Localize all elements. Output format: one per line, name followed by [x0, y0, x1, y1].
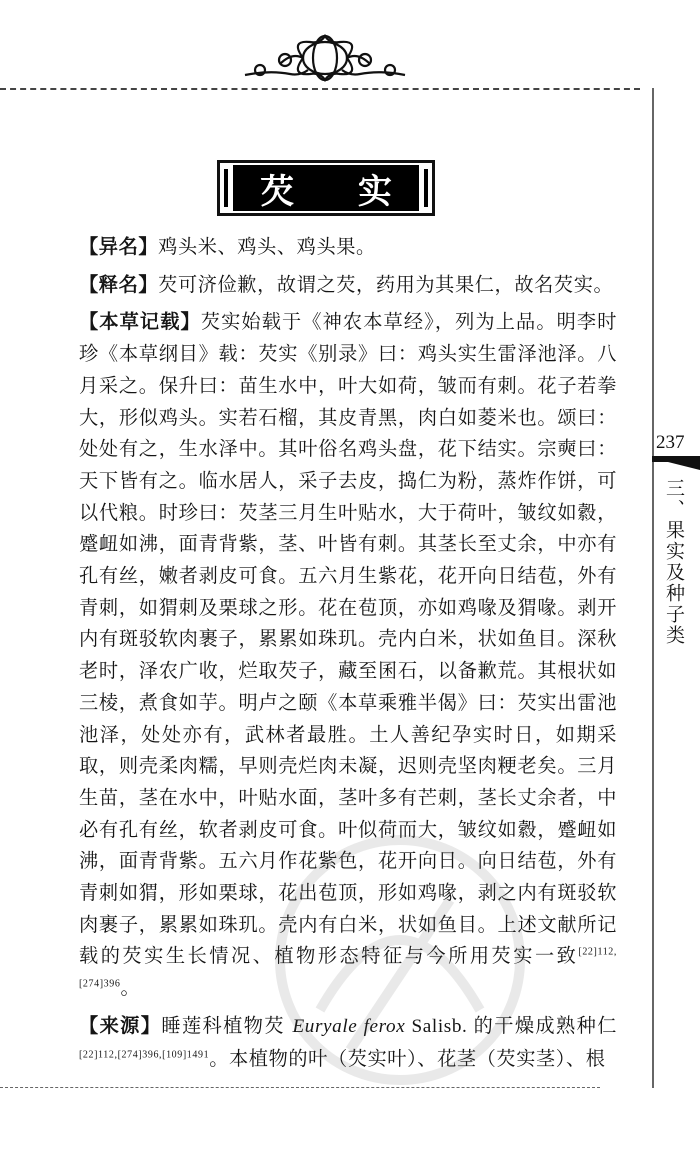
section-text: 鸡头米、鸡头、鸡头果。: [158, 235, 376, 258]
entry-title: 芡 实: [260, 171, 418, 212]
citation-ref: [22]112,[274]396: [79, 947, 617, 990]
margin-vertical-rule: [652, 88, 654, 1088]
section-text: 睡莲科植物芡: [161, 1013, 293, 1037]
chapter-label: 三、果实及种子类: [663, 478, 685, 646]
footer-dashed-rule: [0, 1087, 600, 1088]
entry-title-box: [217, 160, 435, 216]
section-label: 【异名】: [79, 235, 159, 258]
ornament-knot-icon: [240, 30, 410, 85]
section-label: 【释名】: [79, 272, 159, 296]
section-text: 芡实始载于《神农本草经》，列为上品。明李时珍《本草纲目》载：芡实《别录》曰：鸡头实生雷泽池泽。八月采之。保升曰：苗生水中，叶大如荷，皱而有刺。花子若拳大，形似鸡头。实若石榴，其皮青黑，肉白如菱米也。颂曰：处处有之，生水泽中。其叶俗名鸡头盘，花下结实。宗奭曰：天下皆有之。临水居人，采子去皮，捣仁为粉，蒸炸作饼，可以代粮。时珍曰：芡茎三月生叶贴水，大于荷叶，皱纹如縠，蹙衄如沸，面青背紫，茎、叶皆有刺。其茎长至丈余，中亦有孔有丝，嫩者剥皮可食。五六月生紫花，花开向日结苞，外有青刺，如猬刺及栗球之形。花在苞顶，亦如鸡喙及猬喙。剥开内有斑驳软肉裹子，累累如珠玑。壳内白米，状如鱼目。深秋老时，泽农广收，烂取芡子，藏至囷石，以备歉荒。其根状如三棱，煮食如芋。明卢之颐《本草乘雅半偈》曰：芡实出雷池池泽，处处亦有，武林者最胜。土人善纪孕实时日，如期采取，则壳柔肉糯，早则壳烂肉未凝，迟则壳坚肉粳老矣。三月生苗，茎在水中，叶贴水面，茎叶多有芒刺，茎长丈余者，中必有孔有丝，软者剥皮可食。叶似荷而大，皱纹如縠，蹙衄如沸，面青背紫。五六月作花紫色，花开向日。向日结苞，外有青刺如猬，形如栗球，花出苞顶，形如鸡喙，剥之内有斑驳软肉裹子，累累如珠玑。壳内有白米，状如鱼目。上述文献所记载的芡实生长情况、植物形态特征与今所用芡实一致: [79, 310, 618, 968]
section-label: 【本草记载】: [79, 310, 201, 334]
section-name-explanation: [45, 269, 617, 301]
header-dashed-rule: [0, 88, 640, 90]
thumb-tab-wedge: [660, 460, 700, 470]
latin-binomial: Euryale ferox: [292, 1015, 406, 1037]
section-text-tail: 。本植物的叶（芡实叶）、花茎（芡实茎）、根: [209, 1046, 606, 1070]
citation-ref: [22]112,[274]396,[109]1491: [79, 1049, 210, 1061]
section-text: Salisb. 的干燥成熟种仁: [405, 1015, 617, 1037]
section-alias: [45, 231, 617, 263]
watermark-stamp-icon: [250, 810, 550, 1110]
section-text-tail: 。: [120, 976, 141, 1000]
section-text: 芡可济俭歉，故谓之芡，药用为其果仁，故名芡实。: [158, 272, 614, 296]
page-number: 237: [656, 432, 685, 453]
section-label: 【来源】: [79, 1013, 162, 1037]
